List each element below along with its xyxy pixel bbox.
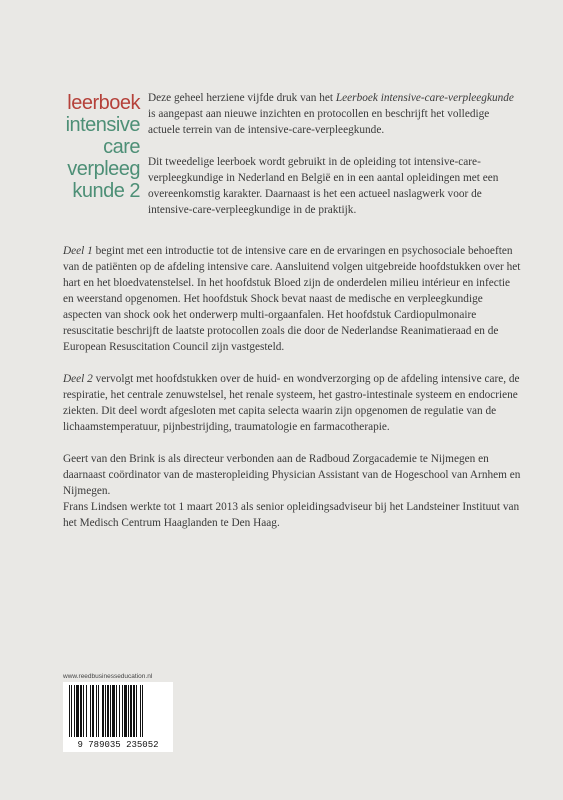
deel2-text: vervolgt met hoofdstukken over de huid- en wondverzorging op de afdeling intensive care, de respiratie, het centrale zenuwstelsel, het renale systeem, het gastro-intestinale systeem en endocriene ziekten. Dit deel wordt afgesloten met capita selecta waarin zijn opgenomen de regulatie van de lichaamstemperatuur, pijnbestrijding, traumatologie en farmacotherapie. — [63, 373, 520, 433]
deel1-text: begint met een introductie tot de intensive care en de ervaringen en psychosociale behoeften van de patiënten op de afdeling intensive care. Aansluitend volgen uitgebreide hoofdstukken over het hart en het bloedvatenstelsel. In het hoofdstuk Bloed zijn de onderdelen milieu intérieur en infectie en weerstand opgenomen. Het hoofdstuk Shock bevat naast de medische en verpleegkundige aspecten van shock ook het onderwerp multi-orgaanfalen. Het hoofdstuk Cardiopulmonaire resuscitatie beschrijft de laatste protocollen zoals die door de Nederlandse Reanimatieraad en de European Resuscitation Council zijn vastgesteld. — [63, 245, 521, 353]
intro-p1-end: is aangepast aan nieuwe inzichten en protocollen en beschrijft het volledige actuele terrein van de intensive-care-verpleegkunde. — [148, 108, 490, 136]
book-title-italic: Leerboek intensive-care-verpleegkunde — [335, 92, 514, 104]
body-text — [63, 243, 521, 531]
deel1-paragraph — [63, 243, 521, 355]
isbn-number: 9 789035 235052 — [77, 740, 159, 750]
barcode-bars — [69, 685, 167, 737]
title-line-2: intensive — [65, 114, 140, 136]
book-title — [58, 92, 140, 202]
title-line-4: verpleeg — [67, 158, 140, 180]
title-line-5: kunde 2 — [72, 180, 140, 202]
title-line-1: leerboek — [67, 92, 140, 114]
isbn-barcode — [63, 682, 173, 752]
intro-paragraph-2: Dit tweedelige leerboek wordt gebruikt in de opleiding tot intensive-care-verpleegkundige in Nederland en België en in een aantal opleidingen met een overeenkomstig karakter. Daarnaast is het een actueel naslagwerk voor de intensive-care-verpleegkundige in de praktijk. — [148, 156, 499, 216]
publisher-url: www.reedbusinesseducation.nl — [63, 673, 153, 680]
intro-paragraph-1 — [148, 90, 520, 138]
deel2-paragraph — [63, 371, 521, 435]
intro-p1-start: Deze geheel herziene vijfde druk van het — [148, 92, 336, 104]
intro-text — [148, 90, 520, 218]
deel1-label: Deel 1 — [63, 245, 93, 257]
author1-paragraph: Geert van den Brink is als directeur verbonden aan de Radboud Zorgacademie te Nijmegen en daarnaast coördinator van de masteropleiding Physician Assistant van de Hogeschool van Arnhem en Nijmegen. — [63, 453, 521, 497]
author2-paragraph: Frans Lindsen werkte tot 1 maart 2013 als senior opleidingsadviseur bij het Landsteiner Instituut van het Medisch Centrum Haaglanden te Den Haag. — [63, 501, 520, 529]
deel2-label: Deel 2 — [63, 373, 93, 385]
title-line-3: care — [103, 136, 140, 158]
